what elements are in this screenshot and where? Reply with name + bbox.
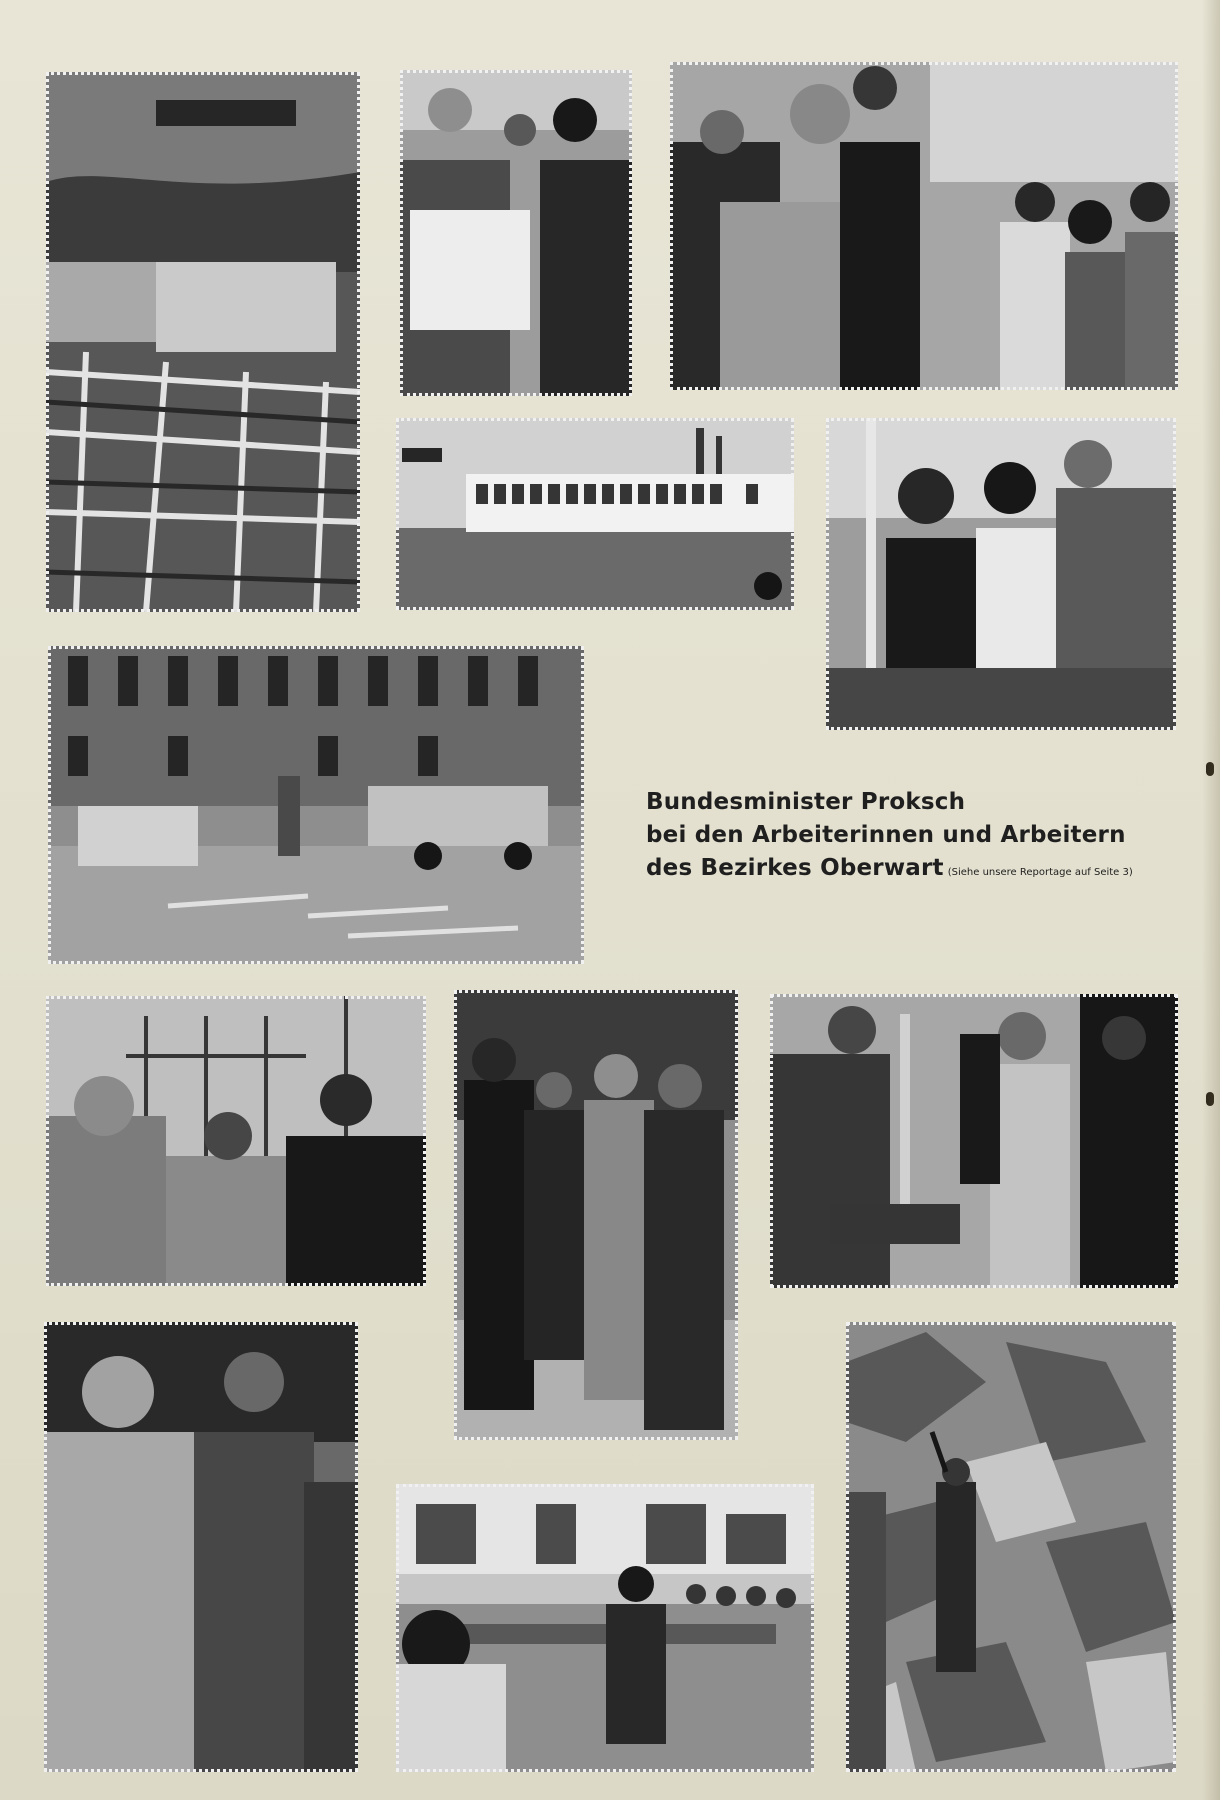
photo-two-men-handshake	[44, 1322, 358, 1772]
photo-sewing-workshop	[396, 1484, 814, 1772]
caption-line-2: bei den Arbeiterinnen und Arbeitern	[646, 822, 1126, 848]
photo-group-handshake-outdoors	[454, 990, 738, 1440]
caption-block	[646, 786, 1166, 889]
photo-quarry-worker	[846, 1322, 1176, 1772]
photo-men-at-substation	[46, 996, 426, 1286]
photo-construction-site	[46, 72, 360, 612]
caption-line-1: Bundesminister Proksch	[646, 789, 966, 815]
photo-brick-transport-yard	[48, 646, 584, 964]
photo-factory-building-exterior	[396, 418, 794, 610]
caption-page-reference: (Siehe unsere Reportage auf Seite 3)	[947, 867, 1133, 878]
caption-line-3	[646, 852, 1166, 889]
photo-worker-at-machine	[770, 994, 1178, 1288]
caption-line-3-text: des Bezirkes Oberwart	[646, 855, 944, 881]
photo-workers-at-bench	[826, 418, 1176, 730]
page-edge-shadow	[1202, 0, 1220, 1800]
photo-man-handing-gift-to-woman	[400, 70, 632, 396]
photo-minister-shaking-hands-with-workers	[670, 62, 1178, 390]
